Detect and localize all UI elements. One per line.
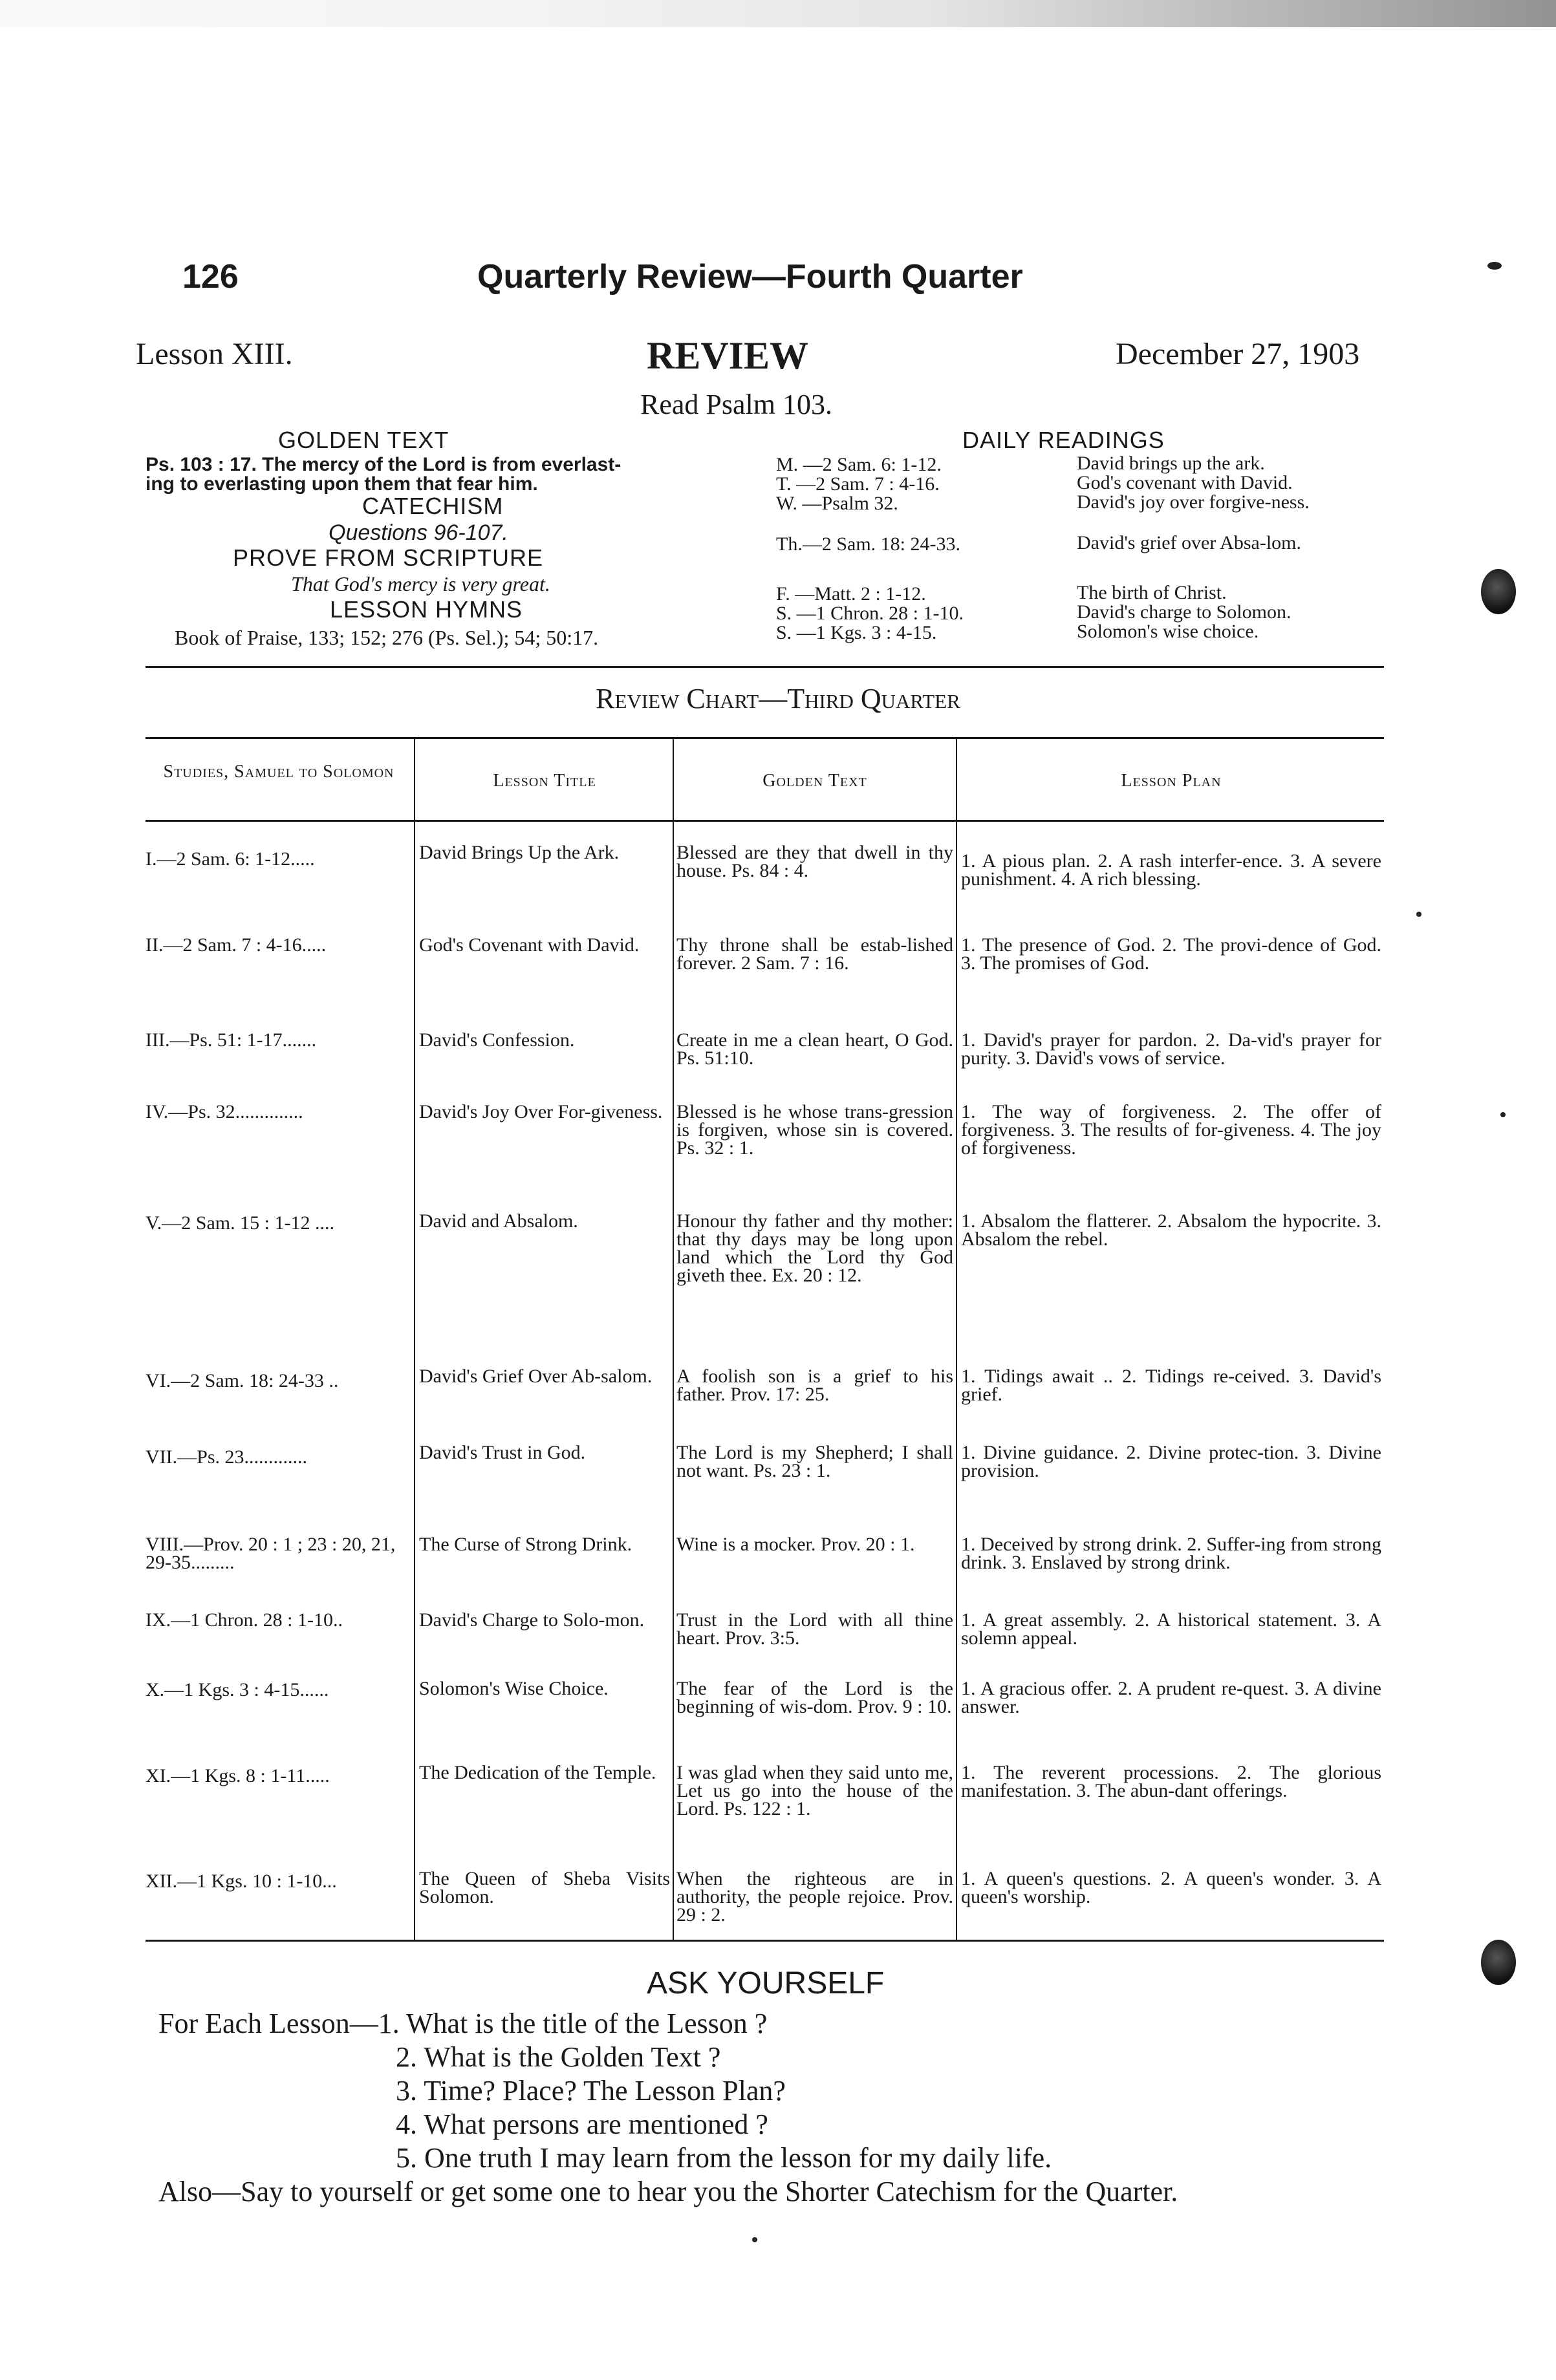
column-divider — [956, 737, 957, 1940]
prove-text: That God's mercy is very great. — [291, 572, 550, 595]
lesson-label: Lesson XIII. — [136, 337, 293, 371]
table-cell-plan: 1. A pious plan. 2. A rash interfer-ence. 3. A severe punishment. 4. A rich blessing. — [961, 850, 1381, 890]
column-header-studies: Studies, Samuel to Solomon — [163, 762, 394, 782]
table-cell-title: David and Absalom. — [419, 1210, 578, 1232]
daily-reading-ref: S. —1 Chron. 28 : 1-10. — [776, 603, 964, 624]
table-cell-study: IX.—1 Chron. 28 : 1-10.. — [146, 1609, 343, 1631]
table-cell-golden: Blessed are they that dwell in thy house. Ps. 84 : 4. — [676, 842, 953, 881]
column-divider — [414, 737, 415, 1940]
ink-speck — [1416, 912, 1421, 917]
table-cell-golden: The Lord is my Shepherd; I shall not want. Ps. 23 : 1. — [676, 1442, 953, 1481]
running-head: Quarterly Review—Fourth Quarter — [477, 258, 1023, 295]
table-cell-plan: 1. Absalom the flatterer. 2. Absalom the hypocrite. 3. Absalom the rebel. — [961, 1210, 1381, 1250]
punch-hole-lower — [1481, 1940, 1516, 1985]
ask-question: 5. One truth I may learn from the lesson for my daily life. — [396, 2142, 1052, 2174]
table-cell-golden: Blessed is he whose trans-gression is forgiven, whose sin is covered. Ps. 32 : 1. — [676, 1101, 953, 1159]
table-cell-golden: The fear of the Lord is the beginning of wis-dom. Prov. 9 : 10. — [676, 1678, 953, 1717]
table-cell-study: I.—2 Sam. 6: 1-12..... — [146, 848, 315, 870]
table-cell-golden: Honour thy father and thy mother: that thy days may be long upon land which the Lord thy God giveth thee. Ex. 20 : 12. — [676, 1210, 953, 1286]
golden-text-heading: GOLDEN TEXT — [278, 427, 449, 453]
table-top-rule — [146, 737, 1384, 739]
table-cell-title: Solomon's Wise Choice. — [419, 1678, 609, 1699]
table-bottom-rule — [146, 1940, 1384, 1942]
table-cell-golden: A foolish son is a grief to his father. Prov. 17: 25. — [676, 1366, 953, 1405]
page-number: 126 — [182, 258, 239, 295]
punch-hole-upper — [1481, 569, 1516, 614]
ink-speck — [752, 2237, 757, 2242]
table-cell-plan: 1. A great assembly. 2. A historical statement. 3. A solemn appeal. — [961, 1609, 1381, 1649]
column-divider — [673, 737, 674, 1940]
column-header-title: Lesson Title — [493, 771, 596, 791]
daily-reading-desc: Solomon's wise choice. — [1077, 621, 1259, 642]
column-header-golden: Golden Text — [762, 771, 867, 791]
ask-lead-question: For Each Lesson—1. What is the title of the Lesson ? — [158, 2008, 768, 2039]
daily-readings-heading: DAILY READINGS — [962, 427, 1165, 453]
table-cell-study: XII.—1 Kgs. 10 : 1-10... — [146, 1871, 337, 1892]
ink-speck — [1500, 1112, 1506, 1117]
table-cell-plan: 1. Deceived by strong drink. 2. Suffer-ing from strong drink. 3. Enslaved by strong drink. — [961, 1534, 1381, 1573]
daily-reading-ref: Th.—2 Sam. 18: 24-33. — [776, 533, 960, 555]
daily-reading-desc: David's grief over Absa-lom. — [1077, 532, 1301, 553]
daily-reading-desc: God's covenant with David. — [1077, 472, 1293, 493]
hymns-heading: LESSON HYMNS — [330, 596, 523, 623]
table-cell-study: VI.—2 Sam. 18: 24-33 .. — [146, 1370, 339, 1391]
table-cell-golden: Wine is a mocker. Prov. 20 : 1. — [676, 1534, 915, 1555]
table-cell-golden: When the righteous are in authority, the people rejoice. Prov. 29 : 2. — [676, 1868, 953, 1925]
daily-reading-ref: S. —1 Kgs. 3 : 4-15. — [776, 622, 937, 643]
table-cell-title: David's Trust in God. — [419, 1442, 586, 1463]
table-header-rule — [146, 820, 1384, 822]
table-cell-title: David's Joy Over For-giveness. — [419, 1101, 663, 1122]
table-cell-golden: Thy throne shall be estab-lished forever. 2 Sam. 7 : 16. — [676, 934, 953, 974]
table-cell-title: David's Confession. — [419, 1029, 575, 1051]
daily-reading-ref: T. —2 Sam. 7 : 4-16. — [776, 473, 940, 495]
chart-title: Review Chart—Third Quarter — [596, 683, 960, 714]
table-cell-plan: 1. Tidings await .. 2. Tidings re-ceived. 3. David's grief. — [961, 1366, 1381, 1405]
table-cell-study: IV.—Ps. 32.............. — [146, 1101, 303, 1122]
table-cell-title: David Brings Up the Ark. — [419, 842, 620, 863]
lesson-date: December 27, 1903 — [1116, 337, 1360, 371]
table-cell-study: VII.—Ps. 23............. — [146, 1446, 308, 1468]
catechism-heading: CATECHISM — [362, 493, 504, 519]
ink-speck — [1487, 262, 1502, 270]
table-cell-plan: 1. A queen's questions. 2. A queen's wonder. 3. A queen's worship. — [961, 1868, 1381, 1907]
daily-reading-ref: M. —2 Sam. 6: 1-12. — [776, 454, 942, 475]
column-header-plan: Lesson Plan — [1121, 771, 1222, 791]
table-cell-plan: 1. Divine guidance. 2. Divine protec-tion. 3. Divine provision. — [961, 1442, 1381, 1481]
table-cell-study: X.—1 Kgs. 3 : 4-15...... — [146, 1679, 329, 1700]
scan-noise-strip — [0, 0, 1556, 27]
table-cell-study: III.—Ps. 51: 1-17....... — [146, 1029, 317, 1051]
daily-reading-ref: W. —Psalm 32. — [776, 493, 898, 514]
section-rule — [146, 666, 1384, 668]
table-cell-study: VIII.—Prov. 20 : 1 ; 23 : 20, 21, 29-35......... — [146, 1534, 396, 1573]
table-cell-study: V.—2 Sam. 15 : 1-12 .... — [146, 1212, 334, 1234]
daily-reading-ref: F. —Matt. 2 : 1-12. — [776, 583, 926, 605]
daily-reading-desc: David's joy over forgive-ness. — [1077, 491, 1310, 513]
daily-reading-desc: The birth of Christ. — [1077, 582, 1227, 603]
table-cell-title: David's Grief Over Ab-salom. — [419, 1366, 653, 1387]
table-cell-golden: Create in me a clean heart, O God. Ps. 51:10. — [676, 1029, 953, 1069]
ask-also-note: Also—Say to yourself or get some one to hear you the Shorter Catechism for the Quarter. — [158, 2176, 1178, 2207]
table-cell-plan: 1. A gracious offer. 2. A prudent re-quest. 3. A divine answer. — [961, 1678, 1381, 1717]
ask-question: 3. Time? Place? The Lesson Plan? — [396, 2075, 786, 2107]
table-cell-title: David's Charge to Solo-mon. — [419, 1609, 645, 1631]
read-psalm: Read Psalm 103. — [640, 389, 832, 420]
daily-reading-desc: David brings up the ark. — [1077, 453, 1265, 474]
table-cell-plan: 1. David's prayer for pardon. 2. Da-vid's prayer for purity. 3. David's vows of service. — [961, 1029, 1381, 1069]
ask-question: 2. What is the Golden Text ? — [396, 2041, 721, 2073]
golden-text-line: Ps. 103 : 17. The mercy of the Lord is from everlast- — [146, 454, 621, 475]
hymns-text: Book of Praise, 133; 152; 276 (Ps. Sel.); 54; 50:17. — [175, 626, 599, 649]
ask-question: 4. What persons are mentioned ? — [396, 2108, 768, 2140]
catechism-questions: Questions 96-107. — [329, 520, 508, 545]
golden-text-line: ing to everlasting upon them that fear him. — [146, 473, 538, 495]
table-cell-plan: 1. The way of forgiveness. 2. The offer of forgiveness. 3. The results of for-giveness. 4. The joy of forgiveness. — [961, 1101, 1381, 1159]
ask-yourself-heading: ASK YOURSELF — [647, 1966, 885, 2000]
table-cell-title: The Dedication of the Temple. — [419, 1762, 656, 1783]
daily-reading-desc: David's charge to Solomon. — [1077, 601, 1291, 623]
prove-heading: PROVE FROM SCRIPTURE — [233, 544, 544, 571]
table-cell-title: God's Covenant with David. — [419, 934, 640, 956]
table-cell-golden: I was glad when they said unto me, Let us go into the house of the Lord. Ps. 122 : 1. — [676, 1762, 953, 1819]
table-cell-golden: Trust in the Lord with all thine heart. Prov. 3:5. — [676, 1609, 953, 1649]
table-cell-plan: 1. The reverent processions. 2. The glorious manifestation. 3. The abun-dant offerings. — [961, 1762, 1381, 1801]
lesson-title: REVIEW — [647, 334, 809, 377]
table-cell-title: The Curse of Strong Drink. — [419, 1534, 632, 1555]
table-cell-plan: 1. The presence of God. 2. The provi-dence of God. 3. The promises of God. — [961, 934, 1381, 974]
table-cell-study: II.—2 Sam. 7 : 4-16..... — [146, 934, 327, 956]
table-cell-study: XI.—1 Kgs. 8 : 1-11..... — [146, 1765, 330, 1786]
table-cell-title: The Queen of Sheba Visits Solomon. — [419, 1868, 670, 1907]
